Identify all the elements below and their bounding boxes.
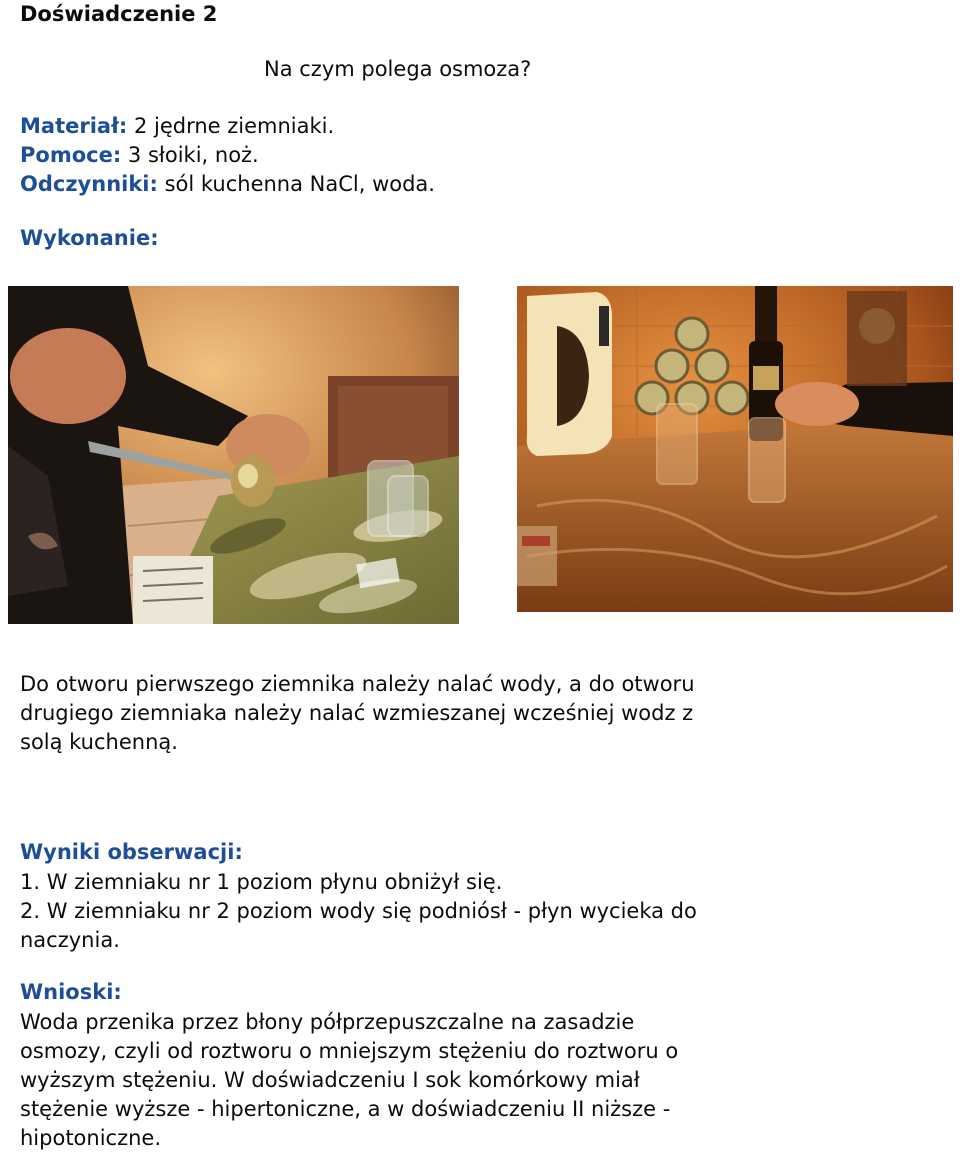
procedure-line: drugiego ziemniaka należy nalać wzmieszanej wcześniej wodz z [20, 701, 694, 725]
observation-line: naczynia. [20, 928, 120, 952]
observations-text [20, 868, 950, 955]
conclusion-line: wyższym stężeniu. W doświadczeniu I sok komórkowy miał [20, 1068, 640, 1092]
photo-cutting-potato [8, 286, 459, 624]
document-title: Doświadczenie 2 [20, 2, 218, 26]
procedure-text [20, 670, 950, 757]
aids-label: Pomoce: [20, 143, 122, 167]
reagents-label: Odczynniki: [20, 172, 158, 196]
conclusions-heading: Wnioski: [20, 980, 122, 1004]
materials-value: 2 jędrne ziemniaki. [133, 114, 335, 138]
materials-label: Materiał: [20, 114, 128, 138]
aids-row [20, 141, 435, 170]
photo-kitchen-counter [517, 286, 953, 612]
procedure-heading: Wykonanie: [20, 226, 159, 250]
conclusion-line: hipotoniczne. [20, 1126, 162, 1150]
materials-row [20, 112, 435, 141]
aids-value: 3 słoiki, noż. [127, 143, 259, 167]
conclusions-text [20, 1008, 950, 1153]
experiment-question: Na czym polega osmoza? [264, 57, 532, 81]
observations-heading: Wyniki obserwacji: [20, 840, 243, 864]
conclusion-line: stężenie wyższe - hipertoniczne, a w doświadczeniu II niższe - [20, 1097, 671, 1121]
reagents-value: sól kuchenna NaCl, woda. [164, 172, 435, 196]
procedure-line: solą kuchenną. [20, 730, 178, 754]
observation-line: 2. W ziemniaku nr 2 poziom wody się podniósł - płyn wycieka do [20, 899, 697, 923]
materials-list [20, 112, 435, 199]
conclusion-line: osmozy, czyli od roztworu o mniejszym stężeniu do roztworu o [20, 1039, 679, 1063]
observation-line: 1. W ziemniaku nr 1 poziom płynu obniżył się. [20, 870, 503, 894]
procedure-line: Do otworu pierwszego ziemnika należy nalać wody, a do otworu [20, 672, 695, 696]
reagents-row [20, 170, 435, 199]
conclusion-line: Woda przenika przez błony półprzepuszczalne na zasadzie [20, 1010, 635, 1034]
